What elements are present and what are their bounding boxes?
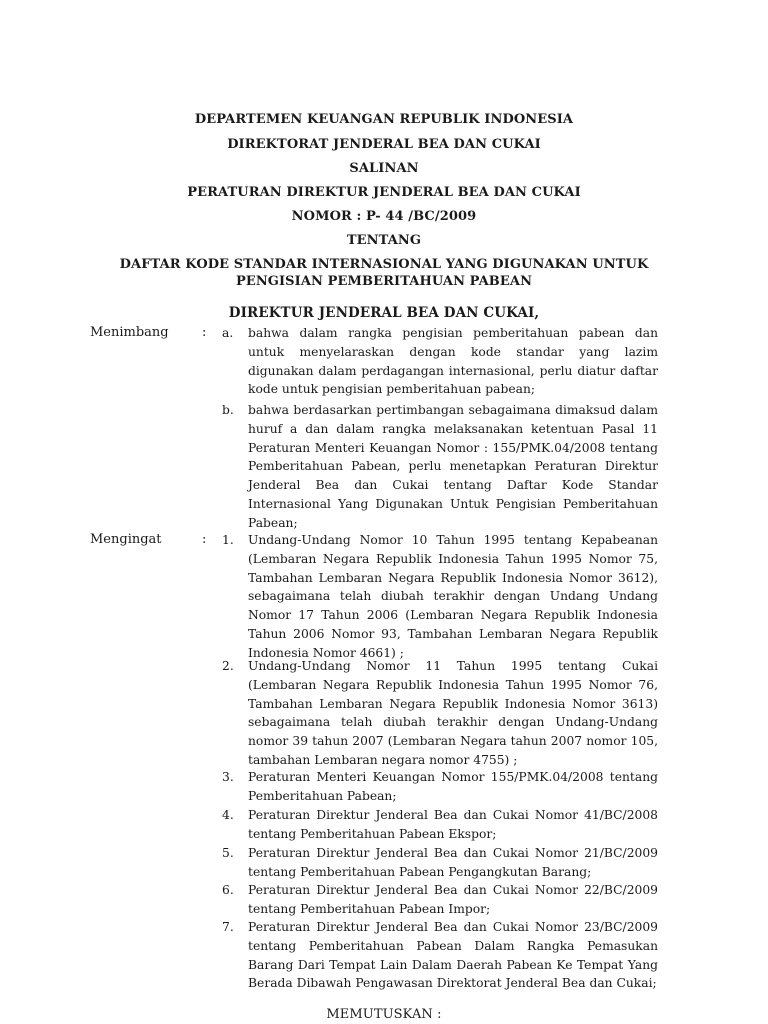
mengingat-item-3 [222,768,658,806]
mengingat-colon: : [202,532,207,547]
regulation-heading: PERATURAN DIREKTUR JENDERAL BEA DAN CUKAI [187,185,581,200]
menimbang-item-a [222,324,658,399]
item-text: Undang-Undang Nomor 11 Tahun 1995 tentang Cukai (Lembaran Negara Republik Indonesia Tahun 1995 Nomor 76, Tambahan Lembaran Negara Republik Indonesia Nomor 3613) sebagaimana telah diubah terakhir dengan Undang-Undang nomor 39 tahun 2007 (Lembaran Negara tahun 2007 nomor 105, tambahan Lembaran negara nomor 4755) ; [248,659,658,767]
regulation-number: NOMOR : P- 44 /BC/2009 [291,209,477,224]
item-text: Peraturan Direktur Jenderal Bea dan Cukai Nomor 22/BC/2009 tentang Pemberitahuan Pabean Impor; [248,883,658,916]
item-marker: 7. [222,920,234,934]
item-marker: 2. [222,659,234,673]
menimbang-label: Menimbang [90,325,169,340]
item-marker: 5. [222,846,234,860]
item-marker: a. [222,326,234,340]
menimbang-item-b [222,401,658,533]
salinan-heading: SALINAN [349,161,419,176]
mengingat-label: Mengingat [90,532,162,547]
item-text: Peraturan Direktur Jenderal Bea dan Cukai Nomor 23/BC/2009 tentang Pemberitahuan Pabean Dalam Rangka Pemasukan Barang Dari Tempat Lain Dalam Daerah Pabean Ke Tempat Yang Berada Dibawah Pengawasan Direktorat Jenderal Bea dan Cukai; [248,920,658,991]
item-text: Peraturan Direktur Jenderal Bea dan Cukai Nomor 41/BC/2008 tentang Pemberitahuan Pabean Ekspor; [248,808,658,841]
regulation-title-line2: PENGISIAN PEMBERITAHUAN PABEAN [235,274,533,289]
mengingat-item-6 [222,881,658,919]
item-text: Undang-Undang Nomor 10 Tahun 1995 tentang Kepabeanan (Lembaran Negara Republik Indonesia Tahun 1995 Nomor 75, Tambahan Lembaran Negara Republik Indonesia Nomor 3612), sebagaimana telah diubah terakhir dengan Undang Undang Nomor 17 Tahun 2006 (Lembaran Negara Republik Indonesia Tahun 2006 Nomor 93, Tambahan Lembaran Negara Republik Indonesia Nomor 4661) ; [248,533,658,660]
issuer-heading: DIREKTUR JENDERAL BEA DAN CUKAI, [228,305,540,321]
regulation-title-line1: DAFTAR KODE STANDAR INTERNASIONAL YANG DIGUNAKAN UNTUK [119,257,649,272]
directorate-heading: DIREKTORAT JENDERAL BEA DAN CUKAI [227,137,541,152]
mengingat-item-1 [222,531,658,663]
item-marker: 4. [222,808,234,822]
mengingat-item-7 [222,918,658,993]
mengingat-item-4 [222,806,658,844]
menimbang-colon: : [202,325,207,340]
item-text: Peraturan Menteri Keuangan Nomor 155/PMK.04/2008 tentang Pemberitahuan Pabean; [248,770,658,803]
mengingat-item-5 [222,844,658,882]
item-marker: 6. [222,883,234,897]
item-marker: b. [222,403,234,417]
ministry-heading: DEPARTEMEN KEUANGAN REPUBLIK INDONESIA [194,112,574,127]
item-text: bahwa berdasarkan pertimbangan sebagaimana dimaksud dalam huruf a dan dalam rangka melaksanakan ketentuan Pasal 11 Peraturan Menteri Keuangan Nomor : 155/PMK.04/2008 tentang Pemberitahuan Pabean, perlu menetapkan Peraturan Direktur Jenderal Bea dan Cukai tentang Daftar Kode Standar Internasional Yang Digunakan Untuk Pengisian Pemberitahuan Pabean; [248,403,658,530]
item-text: bahwa dalam rangka pengisian pemberitahuan pabean dan untuk menyelaraskan dengan kode standar yang lazim digunakan dalam perdagangan internasional, perlu diatur daftar kode untuk pengisian pemberitahuan pabean; [248,326,658,397]
item-text: Peraturan Direktur Jenderal Bea dan Cukai Nomor 21/BC/2009 tentang Pemberitahuan Pabean Pengangkutan Barang; [248,846,658,879]
item-marker: 3. [222,770,234,784]
memutuskan-heading: MEMUTUSKAN : [326,1007,442,1022]
tentang-heading: TENTANG [346,233,422,248]
item-marker: 1. [222,533,234,547]
mengingat-item-2 [222,657,658,770]
